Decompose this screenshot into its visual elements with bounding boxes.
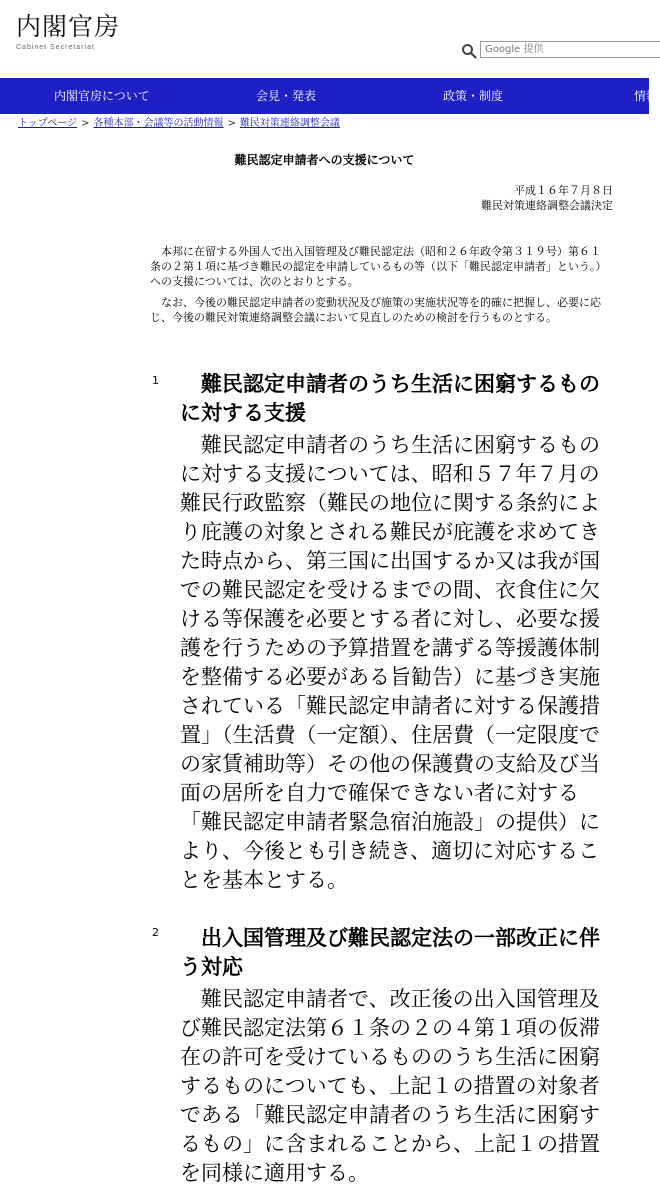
breadcrumb: [18, 117, 340, 131]
nav-item-policy[interactable]: 政策・制度: [443, 89, 504, 103]
breadcrumb-separator: >: [227, 118, 236, 129]
section-2-heading: 出入国管理及び難民認定法の一部改正に伴う対応: [180, 926, 600, 979]
nav-item-about[interactable]: 内閣官房について: [54, 89, 150, 103]
document-date: 平成１６年７月８日: [514, 184, 613, 197]
search-icon[interactable]: [461, 43, 477, 59]
breadcrumb-refugee-council[interactable]: 難民対策連絡調整会議: [239, 118, 340, 129]
nav-item-press[interactable]: 会見・発表: [256, 89, 317, 103]
section-1-heading: 難民認定申請者のうち生活に困窮するものに対する支援: [180, 372, 600, 425]
page-title: 難民認定申請者への支援について: [234, 153, 415, 167]
intro-paragraph: なお、今後の難民認定申請者の変動状況及び施策の実施状況等を的確に把握し、必要に応じ、今後の難民対策連絡調整会議において見直しのための検討を行うものとする。: [150, 296, 601, 324]
breadcrumb-home[interactable]: トップページ: [18, 118, 78, 129]
section-1-body: 難民認定申請者のうち生活に困窮するものに対する支援については、昭和５７年７月の難民行政監察（難民の地位に関する条約により庇護の対象とされる難民が庇護を求めてきた時点から、第三国に出国するか又は我が国での難民認定を受けるまでの間、衣食住に欠ける等保護を必要とする者に対し、必要な援護を行うための予算措置を講ずる等援護体制を整備する必要がある旨勧告）に基づき実施されている「難民認定申請者に対する保護措置」（生活費（一定額）、住居費（一定限度での家賃補助等）その他の保護費の支給及び当面の居所を自力で確保できない者に対する「難民認定申請者緊急宿泊施設」の提供）により、今後とも引き続き、適切に対応することを基本とする。: [180, 433, 600, 892]
site-logo[interactable]: [16, 12, 120, 52]
search-area: [458, 40, 649, 62]
breadcrumb-activities[interactable]: 各種本部・会議等の活動情報: [93, 118, 224, 129]
intro-text: [150, 244, 610, 331]
section-2-number: 2: [152, 926, 159, 939]
nav-item-info[interactable]: 情報: [634, 89, 659, 103]
breadcrumb-separator: >: [81, 118, 90, 129]
search-input[interactable]: [480, 41, 660, 58]
main-nav: [0, 78, 659, 114]
document-meta: [481, 183, 613, 213]
logo-title: 内閣官房: [16, 12, 121, 41]
intro-paragraph: 本邦に在留する外国人で出入国管理及び難民認定法（昭和２６年政令第３１９号）第６１条の２第１項に基づき難民の認定を申請しているもの等（以下「難民認定申請者」という。）への支援については、次のとおりとする。: [150, 245, 607, 288]
section-2-body: 難民認定申請者で、改正後の出入国管理及び難民認定法第６１条の２の４第１項の仮滞在の許可を受けているもののうち生活に困窮するものについても、上記１の措置の対象者である「難民認定申請者のうち生活に困窮するもの」に含まれることから、上記１の措置を同様に適用する。: [180, 987, 600, 1185]
site-header: [0, 0, 649, 78]
document-decision: 難民対策連絡調整会議決定: [481, 199, 613, 212]
section-1-number: 1: [152, 374, 159, 387]
logo-subtitle: Cabinet Secretariat: [16, 44, 95, 51]
